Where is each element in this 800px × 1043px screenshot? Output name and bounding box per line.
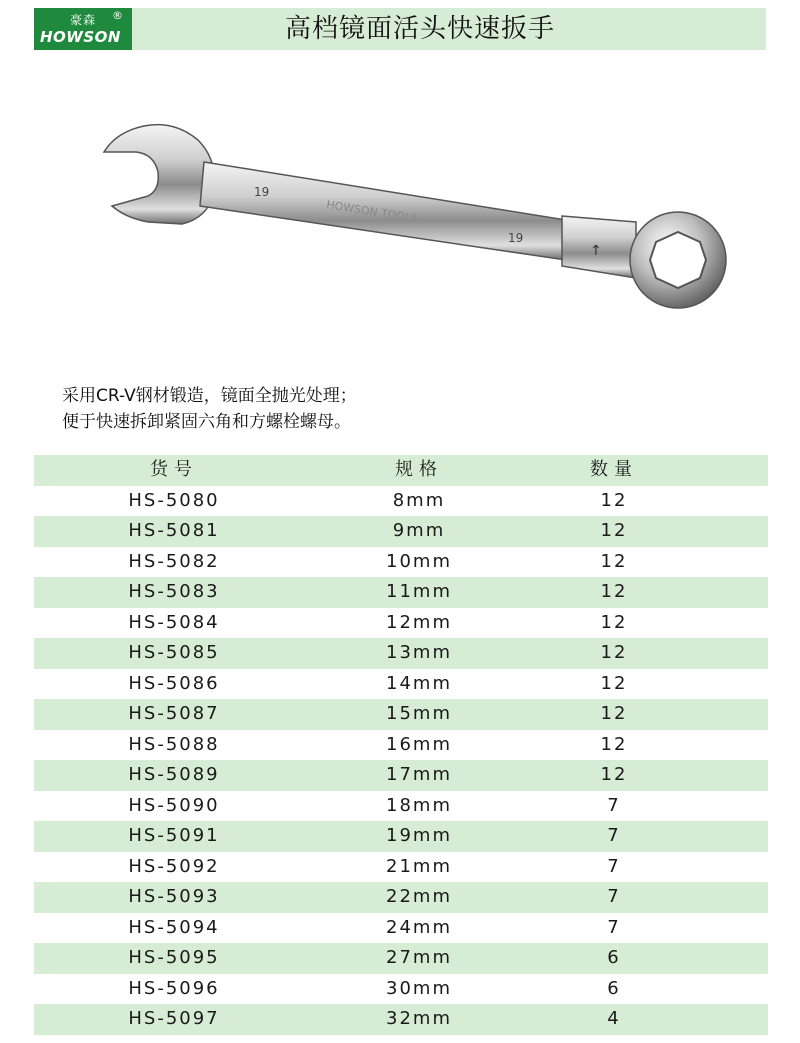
table-row	[34, 760, 768, 791]
quantity-cell: 12	[600, 489, 628, 511]
registered-mark: ®	[112, 9, 123, 22]
item-number-cell: HS-5095	[128, 947, 220, 968]
table-row	[34, 974, 768, 1005]
quantity-cell: 7	[607, 825, 621, 846]
size-cell: 15mm	[386, 703, 452, 724]
item-number-cell: HS-5089	[128, 764, 220, 785]
quantity-cell: 12	[600, 764, 628, 785]
size-cell: 18mm	[386, 794, 452, 816]
size-cell: 14mm	[386, 672, 452, 694]
size-cell: 24mm	[386, 916, 452, 938]
size-cell: 9mm	[392, 520, 446, 541]
description-line-2: 便于快速拆卸紧固六角和方螺栓螺母。	[62, 412, 351, 432]
wrench-engraving: HOWSON TOOLS	[325, 198, 419, 226]
quantity-cell: 6	[607, 977, 621, 999]
quantity-cell: 12	[600, 581, 628, 602]
quantity-cell: 7	[607, 794, 621, 816]
logo-chinese-text: 豪森	[70, 13, 97, 27]
size-cell: 11mm	[386, 581, 452, 602]
item-number-cell: HS-5085	[128, 642, 220, 663]
item-number-cell: HS-5087	[128, 703, 220, 724]
quantity-cell: 12	[600, 550, 628, 572]
table-row	[34, 486, 768, 517]
table-row	[34, 791, 768, 822]
size-cell: 27mm	[386, 947, 452, 968]
size-cell: 8mm	[392, 489, 446, 511]
size-cell: 19mm	[386, 825, 452, 846]
description-line-1: 采用CR-V钢材锻造，镜面全抛光处理；	[62, 386, 357, 406]
table-row	[34, 943, 768, 974]
quantity-cell: 7	[607, 886, 621, 907]
item-number-cell: HS-5096	[128, 977, 220, 999]
wrench-arrow: ↑	[590, 243, 602, 259]
item-number-cell: HS-5090	[128, 794, 220, 816]
wrench-open-end	[104, 125, 215, 224]
size-cell: 10mm	[386, 550, 452, 572]
spec-table	[34, 455, 768, 1035]
size-cell: 21mm	[386, 855, 452, 877]
quantity-cell: 12	[600, 611, 628, 633]
table-row	[34, 913, 768, 944]
logo-english-text: HOWSON	[40, 28, 121, 46]
table-row	[34, 577, 768, 608]
table-row	[34, 821, 768, 852]
quantity-cell: 12	[600, 703, 628, 724]
quantity-cell: 12	[600, 642, 628, 663]
size-cell: 32mm	[386, 1008, 452, 1029]
item-number-cell: HS-5097	[128, 1008, 220, 1029]
quantity-cell: 12	[600, 672, 628, 694]
wrench-size-mark-left: 19	[254, 185, 270, 199]
product-description	[62, 383, 357, 435]
item-number-cell: HS-5081	[128, 520, 220, 541]
item-number-cell: HS-5088	[128, 733, 220, 755]
item-number-cell: HS-5082	[128, 550, 220, 572]
size-cell: 17mm	[386, 764, 452, 785]
size-cell: 13mm	[386, 642, 452, 663]
table-row	[34, 730, 768, 761]
table-row	[34, 608, 768, 639]
header-item-no: 货号	[150, 459, 198, 480]
quantity-cell: 7	[607, 855, 621, 877]
table-header	[34, 455, 768, 486]
header-bar	[34, 8, 766, 50]
item-number-cell: HS-5084	[128, 611, 220, 633]
size-cell: 22mm	[386, 886, 452, 907]
page-title: 高档镜面活头快速扳手	[284, 14, 555, 44]
size-cell: 30mm	[386, 977, 452, 999]
table-row	[34, 882, 768, 913]
quantity-cell: 12	[600, 733, 628, 755]
header-size: 规格	[395, 459, 443, 480]
item-number-cell: HS-5080	[128, 489, 220, 511]
header-quantity: 数量	[590, 459, 638, 480]
table-row	[34, 547, 768, 578]
table-row	[34, 638, 768, 669]
size-cell: 12mm	[386, 611, 452, 633]
table-row	[34, 852, 768, 883]
item-number-cell: HS-5092	[128, 855, 220, 877]
table-row	[34, 516, 768, 547]
table-row	[34, 1004, 768, 1035]
item-number-cell: HS-5094	[128, 916, 220, 938]
wrench-image	[96, 110, 746, 310]
table-row	[34, 669, 768, 700]
item-number-cell: HS-5086	[128, 672, 220, 694]
item-number-cell: HS-5083	[128, 581, 220, 602]
wrench-ring-hole	[650, 232, 706, 288]
quantity-cell: 6	[607, 947, 621, 968]
wrench-size-mark-right: 19	[508, 231, 524, 245]
quantity-cell: 4	[607, 1008, 621, 1029]
size-cell: 16mm	[386, 733, 452, 755]
quantity-cell: 12	[600, 520, 628, 541]
item-number-cell: HS-5091	[128, 825, 220, 846]
item-number-cell: HS-5093	[128, 886, 220, 907]
quantity-cell: 7	[607, 916, 621, 938]
table-row	[34, 699, 768, 730]
